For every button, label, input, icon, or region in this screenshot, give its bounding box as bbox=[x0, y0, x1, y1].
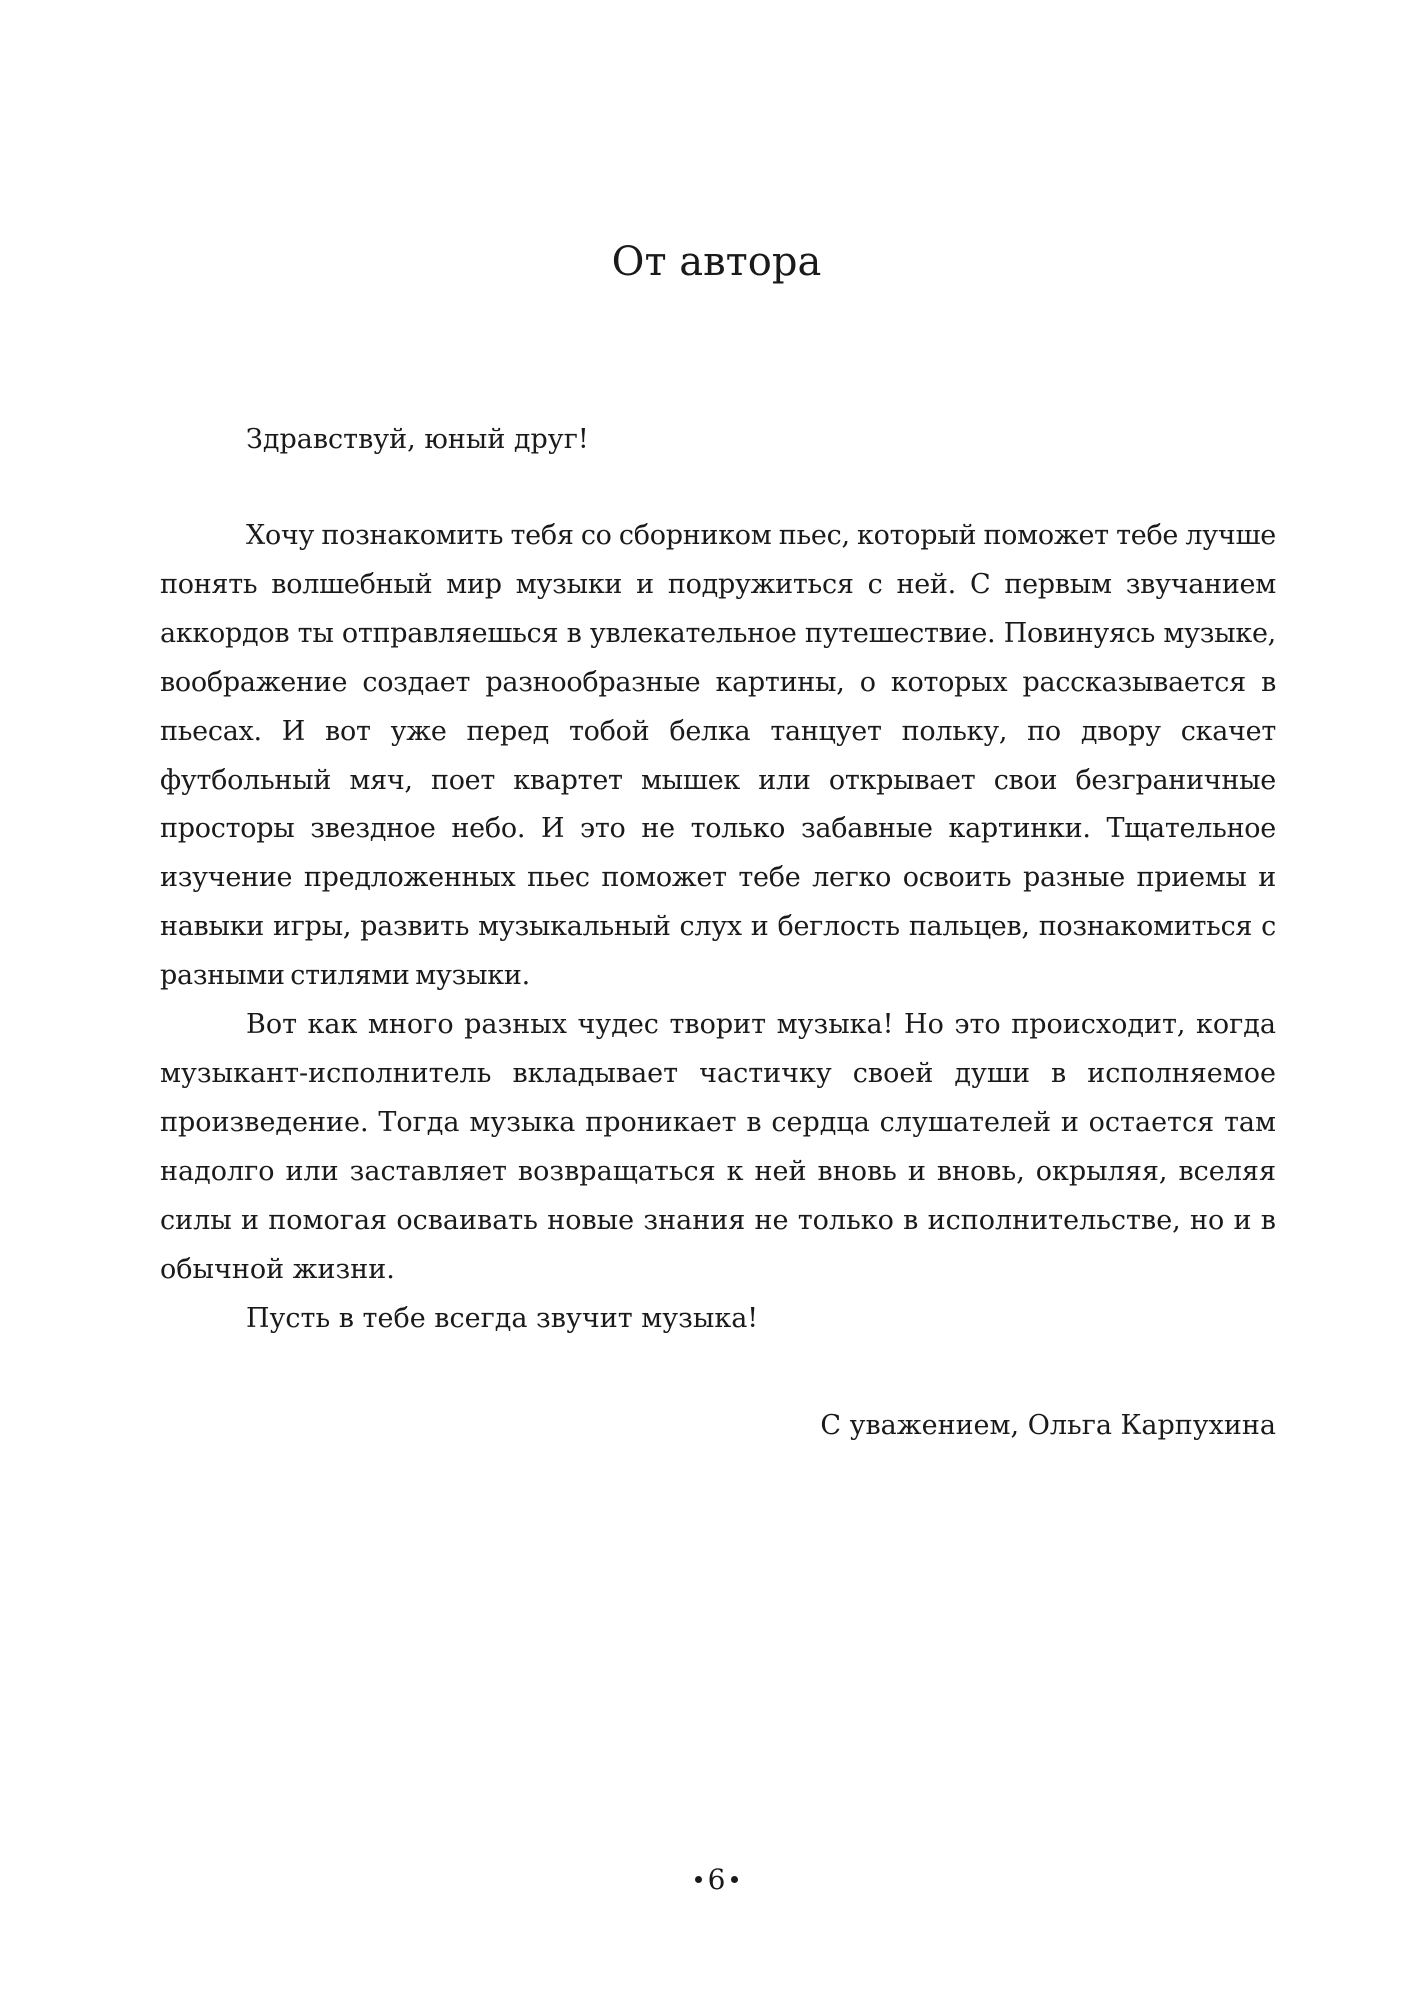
page-title: От автора bbox=[611, 239, 822, 285]
paragraph: Хочу познакомить тебя со сборником пьес, который поможет тебе лучше понять волшебный мир музыки и подружиться с ней. С первым звучанием аккордов ты отправляешься в увлекательное путешествие. Повинуясь музыке, воображение создает разнообразные картины, о которых рассказывается в пьесах. И вот уже перед тобой белка танцует польку, по двору скачет футбольный мяч, поет квартет мышек или открывает свои безграничные просторы звездное небо. И это не только забавные картинки. Тщательное изучение предложенных пьес поможет тебе легко освоить разные приемы и навыки игры, развить музыкальный слух и беглость пальцев, познакомиться с разными стилями музыки. bbox=[160, 520, 1276, 992]
page-number-footer bbox=[0, 1862, 1414, 1898]
bullet-icon bbox=[731, 1876, 738, 1883]
paragraph: Пусть в тебе всегда звучит музыка! bbox=[246, 1302, 759, 1334]
paragraph: Вот как много разных чудес творит музыка! Но это происходит, когда музыкант-исполнитель вкладывает частичку своей души в исполняемое произведение. Тогда музыка проникает в сердца слушателей и остается там надолго или заставляет возвращаться к ней вновь и вновь, окрыляя, вселяя силы и помогая осваивать новые знания не только в исполнительстве, но и в обычной жизни. bbox=[160, 1009, 1276, 1285]
bullet-icon bbox=[695, 1876, 702, 1883]
signature: С уважением, Ольга Карпухина bbox=[820, 1410, 1276, 1441]
page-number: 6 bbox=[707, 1863, 726, 1896]
greeting: Здравствуй, юный друг! bbox=[246, 424, 589, 455]
body-text bbox=[160, 512, 1276, 1343]
